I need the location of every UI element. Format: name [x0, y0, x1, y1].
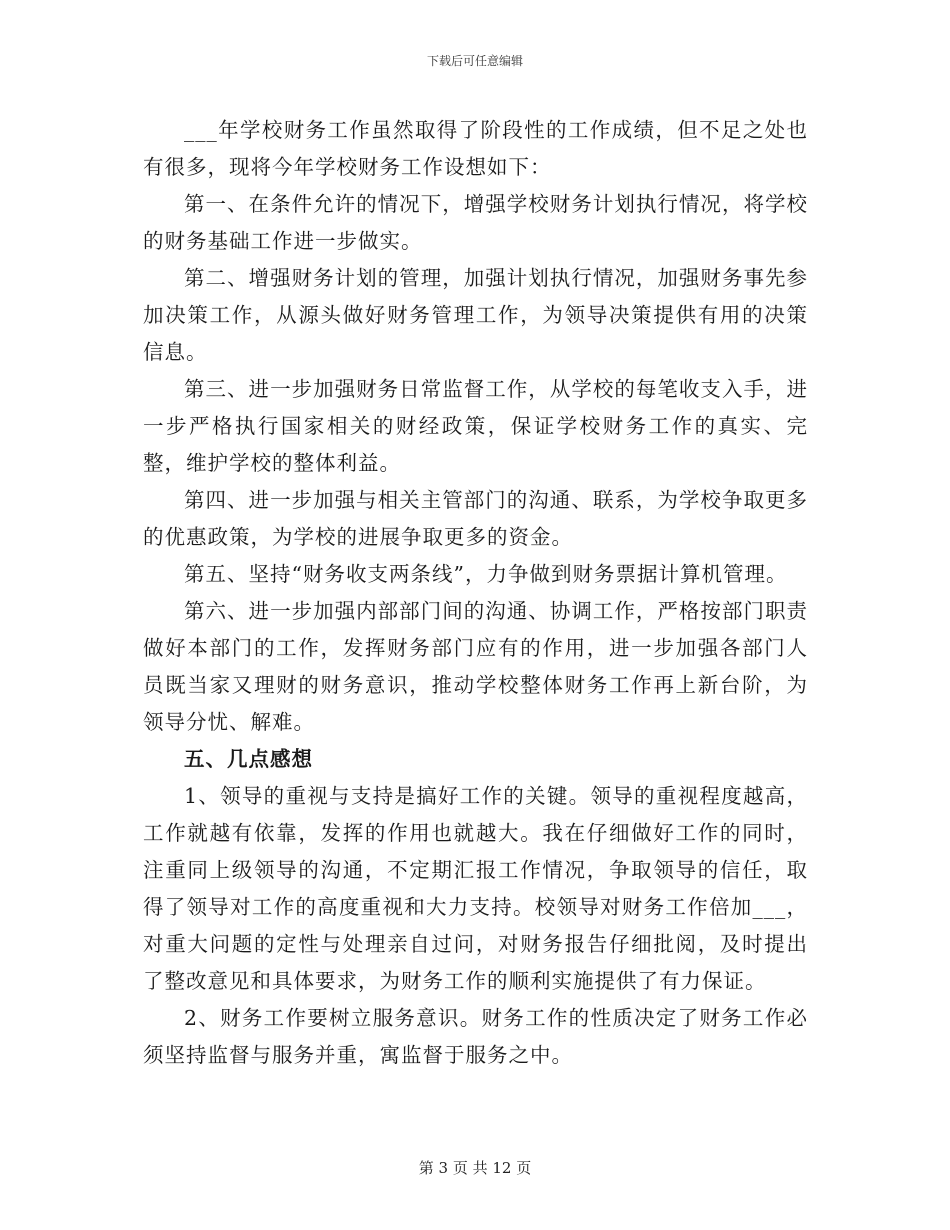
section-paragraph-2: 2、财务工作要树立服务意识。财务工作的性质决定了财务工作必须坚持监督与服务并重，寓监督于服务之中。	[143, 1006, 808, 1067]
paragraph-item-4: 第四、进一步加强与相关主管部门的沟通、联系，为学校争取更多的优惠政策，为学校的进展争取更多的资金。	[143, 488, 808, 549]
document-body	[143, 112, 808, 1074]
paragraph-item-6: 第六、进一步加强内部部门间的沟通、协调工作，严格按部门职责做好本部门的工作，发挥财务部门应有的作用，进一步加强各部门人员既当家又理财的财务意识，推动学校整体财务工作再上新台阶，为领导分忧、解难。	[143, 599, 808, 734]
paragraph-item-2: 第二、增强财务计划的管理，加强计划执行情况，加强财务事先参加决策工作，从源头做好财务管理工作，为领导决策提供有用的决策信息。	[143, 266, 808, 364]
page-number: 第 3 页 共 12 页	[418, 1159, 532, 1177]
page-header: 下载后可任意编辑	[426, 54, 523, 68]
paragraph-item-5: 第五、坚持“财务收支两条线”，力争做到财务票据计算机管理。	[184, 562, 788, 586]
paragraph-intro: ___年学校财务工作虽然取得了阶段性的工作成绩，但不足之处也有很多，现将今年学校财务工作设想如下：	[143, 118, 808, 179]
paragraph-item-1: 第一、在条件允许的情况下，增强学校财务计划执行情况，将学校的财务基础工作进一步做实。	[143, 192, 808, 253]
paragraph-item-3: 第三、进一步加强财务日常监督工作，从学校的每笔收支入手，进一步严格执行国家相关的财经政策，保证学校财务工作的真实、完整，维护学校的整体利益。	[143, 377, 808, 475]
section-heading: 五、几点感想	[184, 747, 313, 771]
section-paragraph-1: 1、领导的重视与支持是搞好工作的关键。领导的重视程度越高，工作就越有依靠，发挥的作用也就越大。我在仔细做好工作的同时，注重同上级领导的沟通，不定期汇报工作情况，争取领导的信任，取得了领导对工作的高度重视和大力支持。校领导对财务工作倍加___，对重大问题的定性与处理亲自过问，对财务报告仔细批阅，及时提出了整改意见和具体要求，为财务工作的顺利实施提供了有力保证。	[143, 784, 808, 993]
